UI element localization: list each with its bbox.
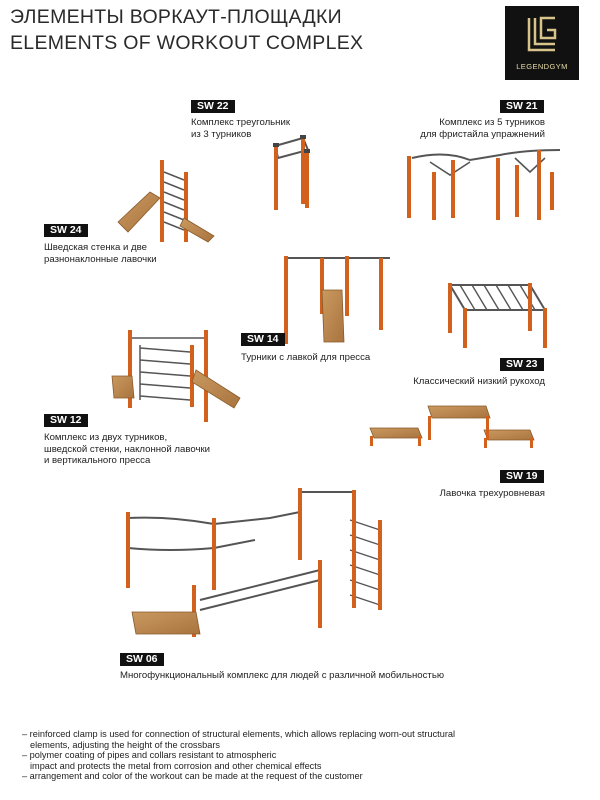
sw24-badge: SW 24 (44, 224, 88, 237)
note-line: impact and protects the metal from corrosion and other chemical effects (30, 760, 322, 771)
sw24-illustration (118, 160, 214, 242)
note-line: – polymer coating of pipes and collars resistant to atmospheric (22, 750, 277, 761)
sw19-badge: SW 19 (500, 470, 544, 483)
page-title-en: ELEMENTS OF WORKOUT COMPLEX (10, 32, 364, 54)
sw21-badge: SW 21 (500, 100, 544, 113)
sw23-illustration (448, 283, 547, 348)
sw24-description: Шведская стенка и две разнонаклонные лавочки (44, 242, 157, 265)
note-line: elements, adjusting the height of the crossbars (30, 739, 220, 750)
sw12-badge: SW 12 (44, 414, 88, 427)
sw12-description: Комплекс из двух турников, шведской стенки, наклонной лавочки и вертикального пресса (44, 432, 211, 466)
sw22-description: Комплекс треугольник из 3 турников (191, 117, 291, 140)
sw14-description: Турники с лавкой для пресса (241, 352, 371, 363)
sw23-badge: SW 23 (500, 358, 544, 371)
sw06-illustration (126, 488, 382, 637)
sw06-badge: SW 06 (120, 653, 164, 666)
sw22-badge: SW 22 (191, 100, 235, 113)
sw14-illustration (284, 256, 390, 344)
sw19-description: Лавочка трехуровневая (439, 488, 545, 499)
sw06-description: Многофункциональный комплекс для людей с различной мобильностью (120, 670, 445, 681)
sw12-illustration (112, 330, 240, 422)
note-line: – reinforced clamp is used for connection of structural elements, which allows replacing worn-out structural (22, 729, 456, 739)
sw21-illustration (407, 150, 560, 220)
note-line: – arrangement and color of the workout can be made at the request of the customer (22, 771, 363, 782)
feature-notes (22, 729, 562, 782)
sw22-illustration (273, 135, 310, 210)
sw19-illustration (370, 406, 534, 448)
sw14-badge: SW 14 (241, 333, 285, 346)
page-title-ru: ЭЛЕМЕНТЫ ВОРКАУТ-ПЛОЩАДКИ (10, 6, 342, 28)
sw23-description: Классический низкий рукоход (413, 376, 545, 387)
logo-text: LEGENDGYM (516, 62, 568, 71)
sw21-description: Комплекс из 5 турников для фристайла упражнений (420, 117, 545, 140)
